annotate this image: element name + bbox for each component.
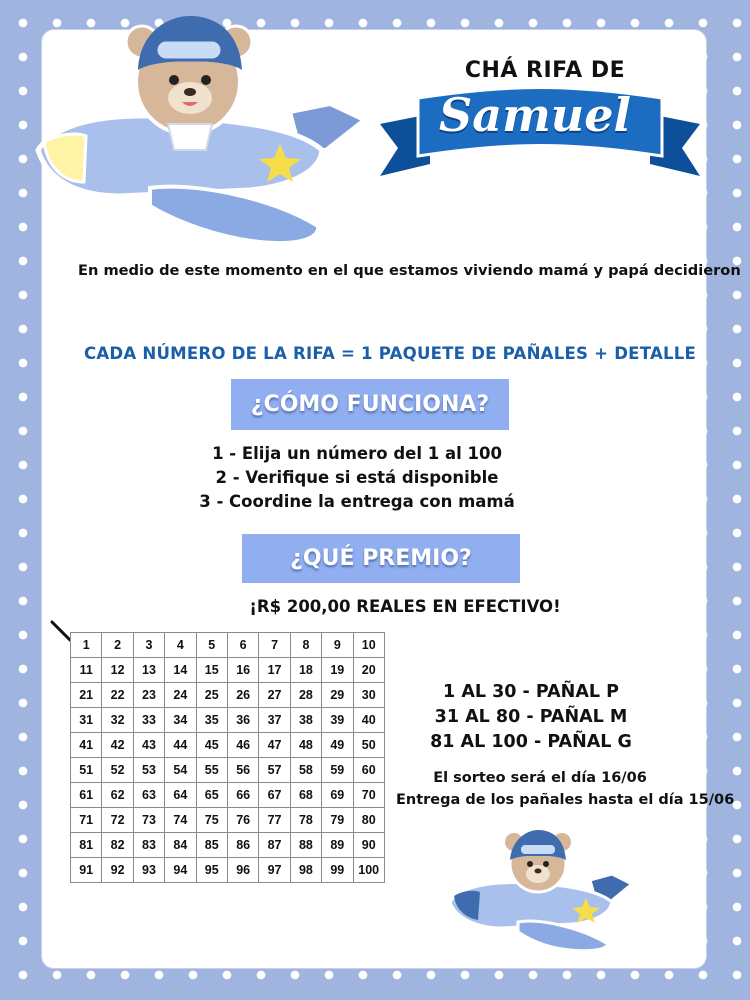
grid-cell: 54 <box>165 758 196 783</box>
grid-cell: 98 <box>290 858 321 883</box>
how-it-works-heading: ¿CÓMO FUNCIONA? <box>231 379 509 430</box>
grid-cell: 76 <box>227 808 258 833</box>
grid-cell: 46 <box>227 733 258 758</box>
grid-cell: 69 <box>322 783 353 808</box>
grid-cell: 41 <box>71 733 102 758</box>
grid-cell: 10 <box>353 633 384 658</box>
grid-cell: 1 <box>71 633 102 658</box>
grid-cell: 87 <box>259 833 290 858</box>
teddy-bear-airplane-icon <box>0 0 380 260</box>
raffle-rule-text: CADA NÚMERO DE LA RIFA = 1 PAQUETE DE PAÑALES + DETALLE <box>84 344 697 363</box>
intro-text: En medio de este momento en el que estamos viviendo mamá y papá decidieron <box>78 262 741 279</box>
grid-cell: 65 <box>196 783 227 808</box>
teddy-bear-airplane-icon <box>440 822 640 952</box>
grid-cell: 97 <box>259 858 290 883</box>
grid-cell: 90 <box>353 833 384 858</box>
grid-cell: 93 <box>133 858 164 883</box>
grid-cell: 33 <box>133 708 164 733</box>
grid-cell: 2 <box>102 633 133 658</box>
grid-cell: 99 <box>322 858 353 883</box>
step-item: 2 - Verifique si está disponible <box>215 468 499 487</box>
grid-cell: 13 <box>133 658 164 683</box>
grid-cell: 37 <box>259 708 290 733</box>
grid-cell: 92 <box>102 858 133 883</box>
grid-cell: 55 <box>196 758 227 783</box>
grid-cell: 47 <box>259 733 290 758</box>
grid-cell: 12 <box>102 658 133 683</box>
grid-cell: 71 <box>71 808 102 833</box>
grid-cell: 70 <box>353 783 384 808</box>
grid-cell: 62 <box>102 783 133 808</box>
grid-cell: 34 <box>165 708 196 733</box>
grid-cell: 32 <box>102 708 133 733</box>
grid-cell: 84 <box>165 833 196 858</box>
raffle-number-grid <box>70 632 385 883</box>
grid-cell: 35 <box>196 708 227 733</box>
baby-name: Samuel <box>439 88 631 142</box>
grid-row <box>71 783 385 808</box>
grid-cell: 78 <box>290 808 321 833</box>
grid-cell: 61 <box>71 783 102 808</box>
grid-cell: 79 <box>322 808 353 833</box>
grid-cell: 26 <box>227 683 258 708</box>
grid-cell: 44 <box>165 733 196 758</box>
grid-cell: 23 <box>133 683 164 708</box>
grid-cell: 60 <box>353 758 384 783</box>
grid-cell: 8 <box>290 633 321 658</box>
grid-cell: 89 <box>322 833 353 858</box>
grid-cell: 48 <box>290 733 321 758</box>
grid-cell: 94 <box>165 858 196 883</box>
grid-row <box>71 833 385 858</box>
grid-cell: 81 <box>71 833 102 858</box>
grid-cell: 4 <box>165 633 196 658</box>
grid-cell: 27 <box>259 683 290 708</box>
diaper-size-item: 81 AL 100 - PAÑAL G <box>430 732 632 752</box>
grid-cell: 40 <box>353 708 384 733</box>
grid-cell: 22 <box>102 683 133 708</box>
grid-cell: 82 <box>102 833 133 858</box>
steps-list <box>150 442 564 514</box>
grid-cell: 3 <box>133 633 164 658</box>
grid-cell: 50 <box>353 733 384 758</box>
prize-text: ¡R$ 200,00 REALES EN EFECTIVO! <box>249 597 561 616</box>
grid-cell: 38 <box>290 708 321 733</box>
grid-cell: 17 <box>259 658 290 683</box>
grid-cell: 20 <box>353 658 384 683</box>
grid-cell: 16 <box>227 658 258 683</box>
grid-cell: 9 <box>322 633 353 658</box>
grid-cell: 11 <box>71 658 102 683</box>
grid-cell: 72 <box>102 808 133 833</box>
raffle-title-label: CHÁ RIFA DE <box>464 58 626 83</box>
grid-cell: 73 <box>133 808 164 833</box>
grid-cell: 51 <box>71 758 102 783</box>
grid-cell: 24 <box>165 683 196 708</box>
grid-cell: 5 <box>196 633 227 658</box>
grid-cell: 25 <box>196 683 227 708</box>
grid-cell: 49 <box>322 733 353 758</box>
grid-cell: 80 <box>353 808 384 833</box>
grid-cell: 83 <box>133 833 164 858</box>
grid-cell: 43 <box>133 733 164 758</box>
grid-cell: 53 <box>133 758 164 783</box>
grid-cell: 7 <box>259 633 290 658</box>
diaper-size-item: 1 AL 30 - PAÑAL P <box>443 682 619 702</box>
step-item: 1 - Elija un número del 1 al 100 <box>212 444 502 463</box>
grid-cell: 14 <box>165 658 196 683</box>
grid-cell: 100 <box>353 858 384 883</box>
grid-cell: 77 <box>259 808 290 833</box>
grid-cell: 31 <box>71 708 102 733</box>
grid-row <box>71 808 385 833</box>
grid-row <box>71 683 385 708</box>
diaper-sizes-list <box>408 680 654 755</box>
grid-cell: 66 <box>227 783 258 808</box>
grid-cell: 68 <box>290 783 321 808</box>
grid-cell: 91 <box>71 858 102 883</box>
grid-cell: 56 <box>227 758 258 783</box>
grid-cell: 36 <box>227 708 258 733</box>
grid-cell: 88 <box>290 833 321 858</box>
grid-cell: 45 <box>196 733 227 758</box>
grid-cell: 85 <box>196 833 227 858</box>
grid-cell: 29 <box>322 683 353 708</box>
grid-cell: 39 <box>322 708 353 733</box>
grid-cell: 74 <box>165 808 196 833</box>
grid-row <box>71 658 385 683</box>
grid-row <box>71 858 385 883</box>
grid-cell: 30 <box>353 683 384 708</box>
grid-cell: 18 <box>290 658 321 683</box>
grid-cell: 19 <box>322 658 353 683</box>
grid-cell: 95 <box>196 858 227 883</box>
grid-cell: 96 <box>227 858 258 883</box>
grid-cell: 57 <box>259 758 290 783</box>
grid-cell: 86 <box>227 833 258 858</box>
grid-row <box>71 633 385 658</box>
prize-heading: ¿QUÉ PREMIO? <box>242 534 520 583</box>
grid-cell: 6 <box>227 633 258 658</box>
step-item: 3 - Coordine la entrega con mamá <box>199 492 515 511</box>
diaper-size-item: 31 AL 80 - PAÑAL M <box>434 707 628 727</box>
grid-cell: 58 <box>290 758 321 783</box>
grid-cell: 28 <box>290 683 321 708</box>
grid-cell: 63 <box>133 783 164 808</box>
grid-row <box>71 733 385 758</box>
grid-cell: 52 <box>102 758 133 783</box>
grid-cell: 42 <box>102 733 133 758</box>
grid-row <box>71 708 385 733</box>
grid-cell: 64 <box>165 783 196 808</box>
draw-date-text: El sorteo será el día 16/06 <box>433 770 647 786</box>
delivery-date-text: Entrega de los pañales hasta el día 15/06 <box>396 792 735 808</box>
grid-cell: 67 <box>259 783 290 808</box>
grid-row <box>71 758 385 783</box>
grid-cell: 15 <box>196 658 227 683</box>
grid-cell: 59 <box>322 758 353 783</box>
grid-cell: 75 <box>196 808 227 833</box>
grid-cell: 21 <box>71 683 102 708</box>
